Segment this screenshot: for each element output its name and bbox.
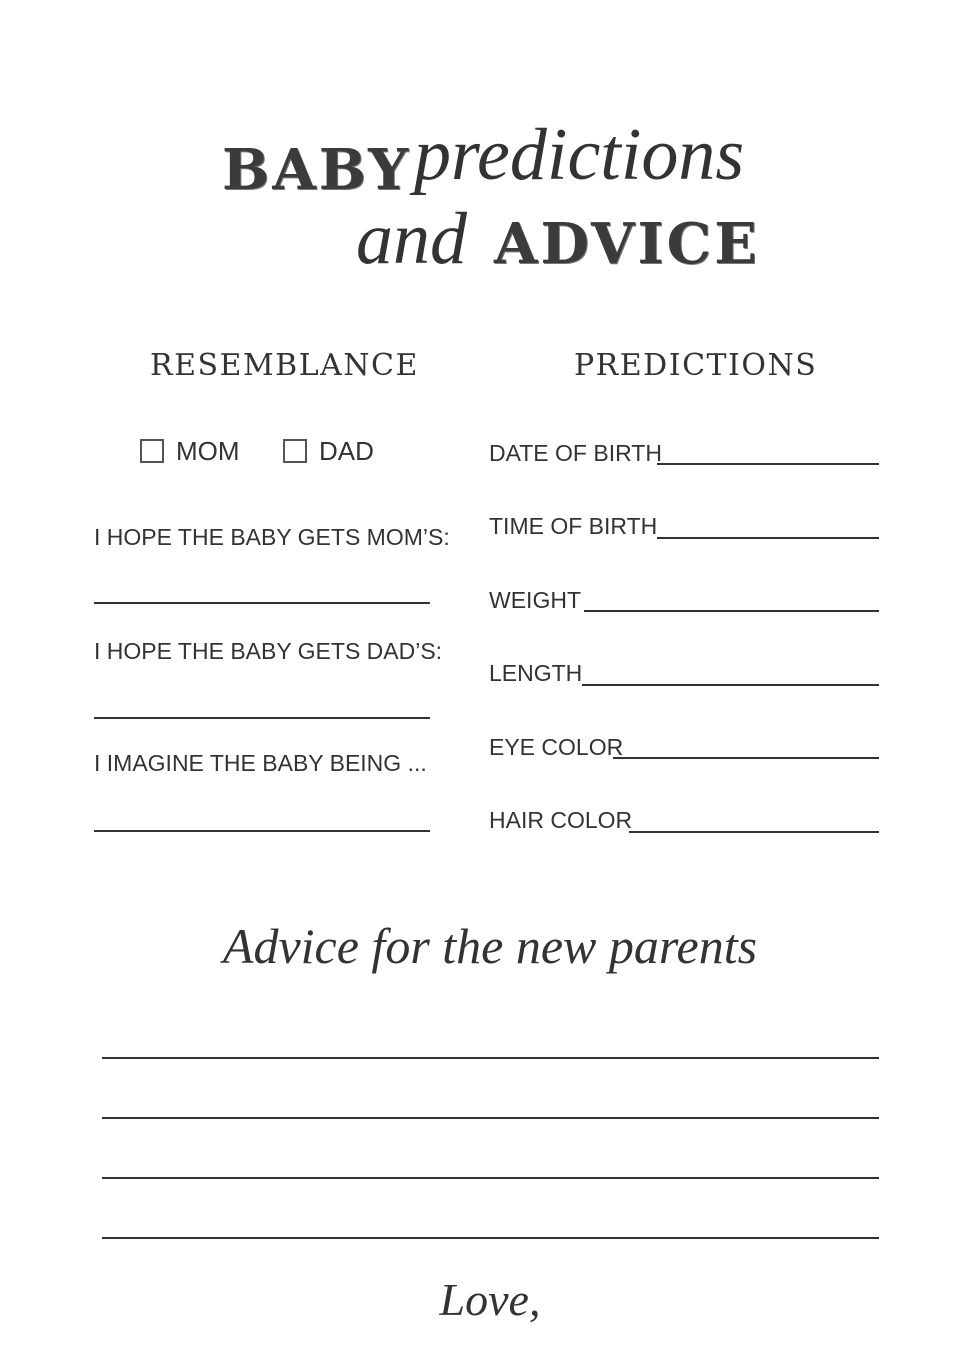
advice-heading: Advice for the new parents xyxy=(222,918,758,974)
time-of-birth-label: TIME OF BIRTH xyxy=(489,513,658,539)
dad-option-label: DAD xyxy=(319,436,374,466)
date-of-birth-line[interactable] xyxy=(657,463,879,465)
dad-checkbox[interactable] xyxy=(283,439,307,463)
dad-traits-line[interactable] xyxy=(94,717,430,719)
title-baby: BABY xyxy=(222,137,412,203)
time-of-birth-line[interactable] xyxy=(657,537,879,539)
eye-color-line[interactable] xyxy=(613,757,879,759)
mom-option-label: MOM xyxy=(176,436,240,466)
advice-line-1[interactable] xyxy=(102,1057,879,1059)
advice-line-4[interactable] xyxy=(102,1237,879,1239)
dad-traits-prompt: I HOPE THE BABY GETS DAD’S: xyxy=(94,638,443,664)
title-predictions: predictions xyxy=(414,114,745,196)
title-and: and xyxy=(356,198,467,280)
weight-line[interactable] xyxy=(584,610,879,612)
imagine-prompt: I IMAGINE THE BABY BEING ... xyxy=(94,750,427,776)
imagine-line[interactable] xyxy=(94,830,430,832)
mom-traits-line[interactable] xyxy=(94,602,430,604)
closing-love: Love, xyxy=(439,1274,541,1325)
title-block xyxy=(0,0,980,300)
advice-line-2[interactable] xyxy=(102,1117,879,1119)
weight-label: WEIGHT xyxy=(489,587,581,613)
mom-checkbox[interactable] xyxy=(140,439,164,463)
length-line[interactable] xyxy=(582,684,879,686)
hair-color-line[interactable] xyxy=(629,831,879,833)
length-label: LENGTH xyxy=(489,660,583,686)
eye-color-label: EYE COLOR xyxy=(489,734,624,760)
mom-traits-prompt: I HOPE THE BABY GETS MOM’S: xyxy=(94,524,450,550)
date-of-birth-label: DATE OF BIRTH xyxy=(489,440,662,466)
resemblance-heading: RESEMBLANCE xyxy=(150,348,419,383)
advice-line-3[interactable] xyxy=(102,1177,879,1179)
hair-color-label: HAIR COLOR xyxy=(489,807,633,833)
predictions-heading: PREDICTIONS xyxy=(574,348,818,383)
title-advice: ADVICE xyxy=(494,211,760,277)
